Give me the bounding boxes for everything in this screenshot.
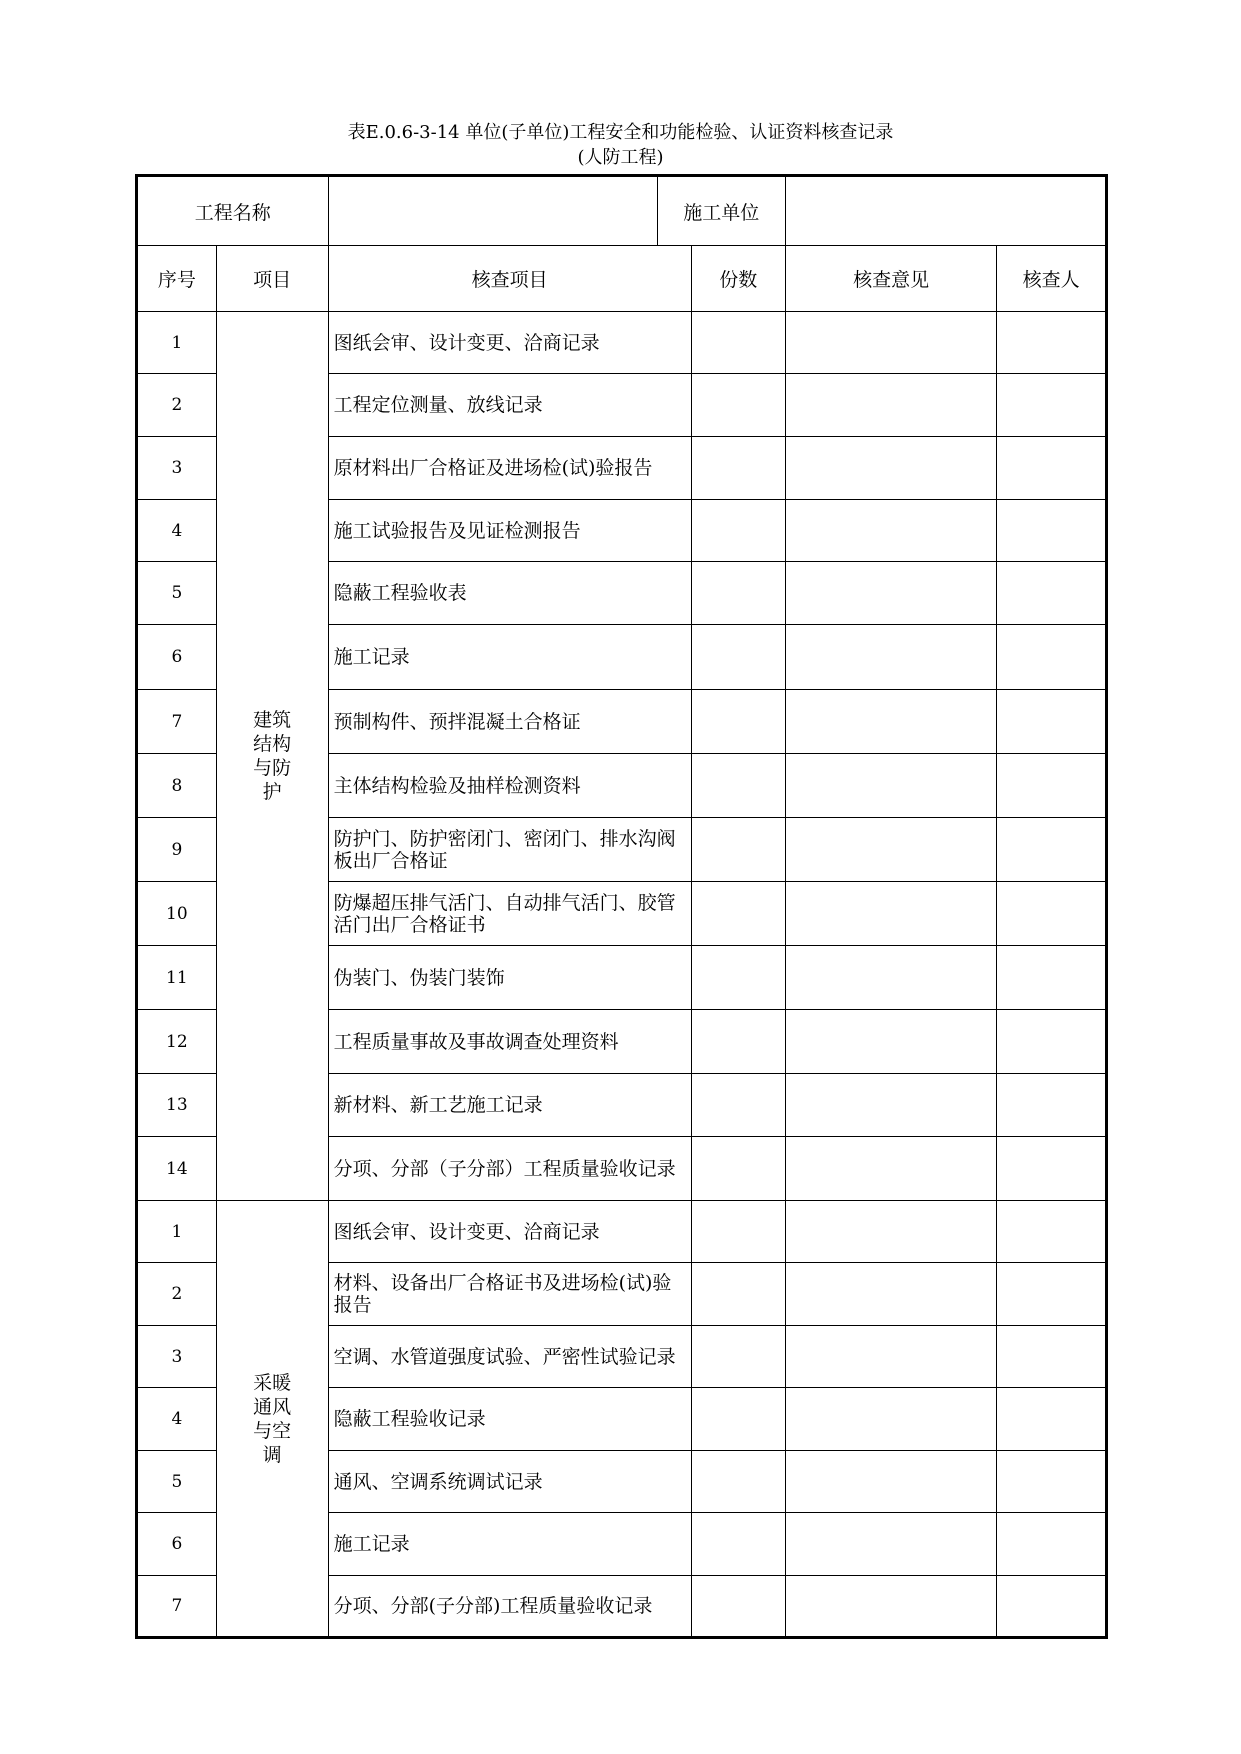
project-name-label: 工程名称 [137, 176, 329, 246]
copies-cell[interactable] [691, 882, 785, 946]
row-number: 10 [137, 882, 217, 946]
row-number: 7 [137, 1576, 217, 1638]
category-label-line: 护 [262, 781, 282, 803]
checker-cell[interactable] [997, 818, 1107, 882]
check-item-text: 材料、设备出厂合格证书及进场检(试)验报告 [328, 1263, 691, 1326]
opinion-cell[interactable] [785, 1263, 996, 1326]
column-header-row [137, 246, 1107, 312]
copies-cell[interactable] [691, 1010, 785, 1074]
row-number: 3 [137, 1326, 217, 1388]
opinion-cell[interactable] [785, 754, 996, 818]
col-checker-header: 核查人 [997, 246, 1107, 312]
check-item-text: 分项、分部（子分部）工程质量验收记录 [328, 1137, 691, 1201]
check-item-text: 伪装门、伪装门装饰 [328, 946, 691, 1010]
category-label-line: 与空 [253, 1419, 292, 1442]
row-number: 14 [137, 1137, 217, 1201]
opinion-cell[interactable] [785, 1201, 996, 1263]
checker-cell[interactable] [997, 690, 1107, 754]
category-label-line: 与防 [253, 757, 292, 779]
row-number: 5 [137, 1451, 217, 1513]
opinion-cell[interactable] [785, 1576, 996, 1638]
opinion-cell[interactable] [785, 500, 996, 562]
check-item-text: 图纸会审、设计变更、洽商记录 [328, 1201, 691, 1263]
checker-cell[interactable] [997, 625, 1107, 690]
category-cell [216, 1201, 328, 1638]
row-number: 1 [137, 1201, 217, 1263]
row-number: 6 [137, 625, 217, 690]
inspection-record-table [135, 174, 1108, 1639]
check-item-text: 隐蔽工程验收表 [328, 562, 691, 625]
copies-cell[interactable] [691, 1137, 785, 1201]
checker-cell[interactable] [997, 1201, 1107, 1263]
opinion-cell[interactable] [785, 1010, 996, 1074]
row-number: 11 [137, 946, 217, 1010]
check-item-text: 图纸会审、设计变更、洽商记录 [328, 312, 691, 374]
copies-cell[interactable] [691, 1513, 785, 1576]
col-seq-header: 序号 [137, 246, 217, 312]
title-line-1: 表E.0.6-3-14 单位(子单位)工程安全和功能检验、认证资料核查记录 [347, 122, 894, 143]
check-item-text: 施工记录 [328, 625, 691, 690]
check-item-text: 主体结构检验及抽样检测资料 [328, 754, 691, 818]
table-row [137, 1201, 1107, 1263]
copies-cell[interactable] [691, 690, 785, 754]
document-title [0, 120, 1241, 170]
checker-cell[interactable] [997, 1576, 1107, 1638]
checker-cell[interactable] [997, 1137, 1107, 1201]
checker-cell[interactable] [997, 882, 1107, 946]
opinion-cell[interactable] [785, 946, 996, 1010]
col-item-header: 项目 [216, 246, 328, 312]
opinion-cell[interactable] [785, 1074, 996, 1137]
row-number: 9 [137, 818, 217, 882]
checker-cell[interactable] [997, 1010, 1107, 1074]
opinion-cell[interactable] [785, 882, 996, 946]
checker-cell[interactable] [997, 1451, 1107, 1513]
check-item-text: 通风、空调系统调试记录 [328, 1451, 691, 1513]
check-item-text: 工程质量事故及事故调查处理资料 [328, 1010, 691, 1074]
copies-cell[interactable] [691, 946, 785, 1010]
category-cell [216, 312, 328, 1201]
check-item-text: 新材料、新工艺施工记录 [328, 1074, 691, 1137]
copies-cell[interactable] [691, 1074, 785, 1137]
category-label-line: 结构 [253, 733, 292, 755]
copies-cell[interactable] [691, 1263, 785, 1326]
checker-cell[interactable] [997, 1388, 1107, 1451]
copies-cell[interactable] [691, 1388, 785, 1451]
copies-cell[interactable] [691, 1576, 785, 1638]
copies-cell[interactable] [691, 500, 785, 562]
copies-cell[interactable] [691, 754, 785, 818]
title-line-2: (人防工程) [577, 147, 664, 168]
construction-unit-value[interactable] [785, 176, 1106, 246]
opinion-cell[interactable] [785, 1137, 996, 1201]
check-item-text: 施工记录 [328, 1513, 691, 1576]
check-item-text: 原材料出厂合格证及进场检(试)验报告 [328, 437, 691, 500]
checker-cell[interactable] [997, 1263, 1107, 1326]
copies-cell[interactable] [691, 562, 785, 625]
check-item-text: 预制构件、预拌混凝土合格证 [328, 690, 691, 754]
row-number: 4 [137, 1388, 217, 1451]
checker-cell[interactable] [997, 437, 1107, 500]
opinion-cell[interactable] [785, 1513, 996, 1576]
check-item-text: 工程定位测量、放线记录 [328, 374, 691, 437]
copies-cell[interactable] [691, 1201, 785, 1263]
row-number: 5 [137, 562, 217, 625]
checker-cell[interactable] [997, 312, 1107, 374]
check-item-text: 施工试验报告及见证检测报告 [328, 500, 691, 562]
opinion-cell[interactable] [785, 690, 996, 754]
opinion-cell[interactable] [785, 818, 996, 882]
category-label-line: 采暖 [253, 1371, 292, 1394]
project-name-value[interactable] [329, 177, 658, 245]
row-number: 8 [137, 754, 217, 818]
opinion-cell[interactable] [785, 1326, 996, 1388]
checker-cell[interactable] [997, 1074, 1107, 1137]
checker-cell[interactable] [997, 946, 1107, 1010]
opinion-cell[interactable] [785, 1451, 996, 1513]
category-label-line: 调 [262, 1443, 282, 1466]
opinion-cell[interactable] [785, 437, 996, 500]
check-item-text: 分项、分部(子分部)工程质量验收记录 [328, 1576, 691, 1638]
row-number: 4 [137, 500, 217, 562]
category-label-line: 建筑 [253, 709, 292, 731]
opinion-cell[interactable] [785, 625, 996, 690]
col-check-item-header: 核查项目 [328, 246, 691, 312]
copies-cell[interactable] [691, 1326, 785, 1388]
check-item-text: 隐蔽工程验收记录 [328, 1388, 691, 1451]
checker-cell[interactable] [997, 500, 1107, 562]
check-item-text: 防爆超压排气活门、自动排气活门、胶管活门出厂合格证书 [328, 882, 691, 946]
opinion-cell[interactable] [785, 312, 996, 374]
construction-unit-label: 施工单位 [683, 201, 760, 224]
check-item-text: 防护门、防护密闭门、密闭门、排水沟阀板出厂合格证 [328, 818, 691, 882]
category-label-line: 通风 [253, 1395, 292, 1418]
copies-cell[interactable] [691, 1451, 785, 1513]
row-number: 7 [137, 690, 217, 754]
table-row [137, 312, 1107, 374]
checker-cell[interactable] [997, 1513, 1107, 1576]
row-number: 13 [137, 1074, 217, 1137]
copies-cell[interactable] [691, 437, 785, 500]
opinion-cell[interactable] [785, 562, 996, 625]
opinion-cell[interactable] [785, 374, 996, 437]
row-number: 2 [137, 1263, 217, 1326]
copies-cell[interactable] [691, 312, 785, 374]
row-number: 2 [137, 374, 217, 437]
copies-cell[interactable] [691, 374, 785, 437]
row-number: 1 [137, 312, 217, 374]
header-info-row [137, 176, 1107, 246]
opinion-cell[interactable] [785, 1388, 996, 1451]
copies-cell[interactable] [691, 625, 785, 690]
copies-cell[interactable] [691, 818, 785, 882]
row-number: 3 [137, 437, 217, 500]
checker-cell[interactable] [997, 1326, 1107, 1388]
checker-cell[interactable] [997, 754, 1107, 818]
col-copies-header: 份数 [691, 246, 785, 312]
row-number: 6 [137, 1513, 217, 1576]
col-opinion-header: 核查意见 [785, 246, 996, 312]
row-number: 12 [137, 1010, 217, 1074]
checker-cell[interactable] [997, 562, 1107, 625]
checker-cell[interactable] [997, 374, 1107, 437]
check-item-text: 空调、水管道强度试验、严密性试验记录 [328, 1326, 691, 1388]
